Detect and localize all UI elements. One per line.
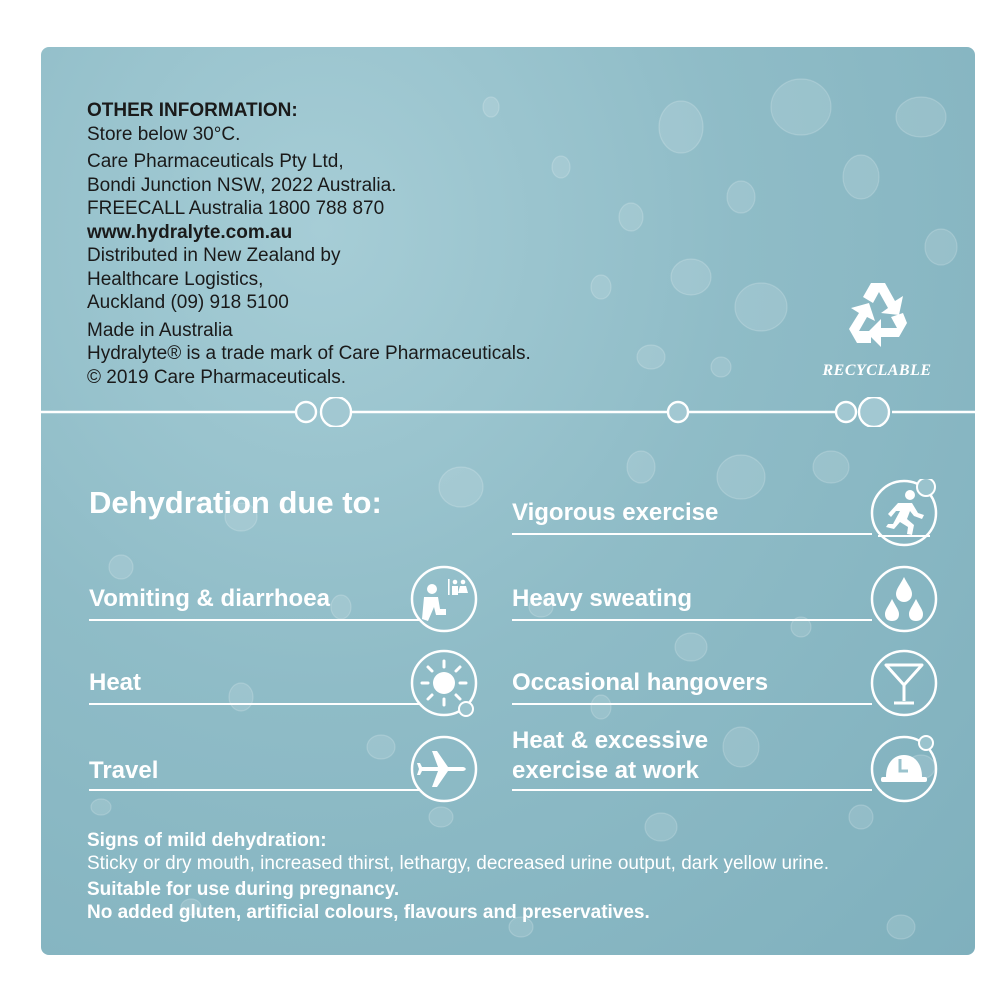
cause-exercise-underline: [512, 533, 872, 535]
recyclable-label: RECYCLABLE: [822, 362, 932, 379]
no-added-statement: No added gluten, artificial colours, flavours and preservatives.: [87, 902, 650, 923]
pregnancy-statement: Suitable for use during pregnancy.: [87, 879, 400, 900]
trademark-text: Hydralyte® is a trade mark of Care Pharmaceuticals.: [87, 343, 531, 364]
hard-hat-icon: [870, 735, 938, 803]
nz-distributor-text: Distributed in New Zealand by: [87, 245, 341, 266]
decorative-divider: [41, 397, 975, 427]
cause-vomiting-label: Vomiting & diarrhoea: [89, 585, 330, 612]
sweat-drops-icon: [870, 565, 938, 633]
cause-work-label-line2: exercise at work: [512, 757, 699, 784]
nz-distributor-phone: Auckland (09) 918 5100: [87, 292, 289, 313]
other-information-heading: OTHER INFORMATION:: [87, 100, 298, 121]
cocktail-glass-icon: [870, 649, 938, 717]
cause-sweating-label: Heavy sweating: [512, 585, 693, 612]
cause-exercise-label: Vigorous exercise: [512, 499, 719, 526]
company-address: Bondi Junction NSW, 2022 Australia.: [87, 174, 397, 196]
storage-text: Store below 30°C.: [87, 123, 241, 145]
cause-work-underline: [512, 789, 872, 791]
dehydration-heading: Dehydration due to:: [89, 485, 382, 520]
other-information-block: [87, 99, 531, 389]
runner-icon: [870, 479, 938, 547]
signs-block: [87, 829, 829, 924]
cause-heat-underline: [89, 703, 419, 705]
website-link[interactable]: www.hydralyte.com.au: [87, 221, 293, 243]
freecall-number: FREECALL Australia 1800 788 870: [87, 198, 385, 219]
info-panel: [41, 47, 975, 955]
signs-heading: Signs of mild dehydration:: [87, 830, 327, 851]
copyright-text: © 2019 Care Pharmaceuticals.: [87, 366, 347, 388]
airplane-icon: [410, 735, 478, 803]
cause-hangovers-underline: [512, 703, 872, 705]
sun-icon: [410, 649, 478, 717]
recycle-icon: [837, 275, 917, 355]
cause-work-label-line1: Heat & excessive: [512, 727, 709, 754]
cause-vomiting-underline: [89, 619, 419, 621]
company-name: Care Pharmaceuticals Pty Ltd,: [87, 151, 344, 172]
recyclable-badge: [817, 275, 937, 380]
toilet-person-icon: [410, 565, 478, 633]
nz-distributor-name: Healthcare Logistics,: [87, 268, 264, 290]
cause-travel-underline: [89, 789, 419, 791]
cause-travel-label: Travel: [89, 757, 159, 784]
made-in-text: Made in Australia: [87, 319, 233, 341]
cause-hangovers-label: Occasional hangovers: [512, 669, 769, 696]
signs-description: Sticky or dry mouth, increased thirst, lethargy, decreased urine output, dark yellow urine.: [87, 853, 830, 874]
cause-sweating-underline: [512, 619, 872, 621]
cause-heat-label: Heat: [89, 669, 142, 696]
